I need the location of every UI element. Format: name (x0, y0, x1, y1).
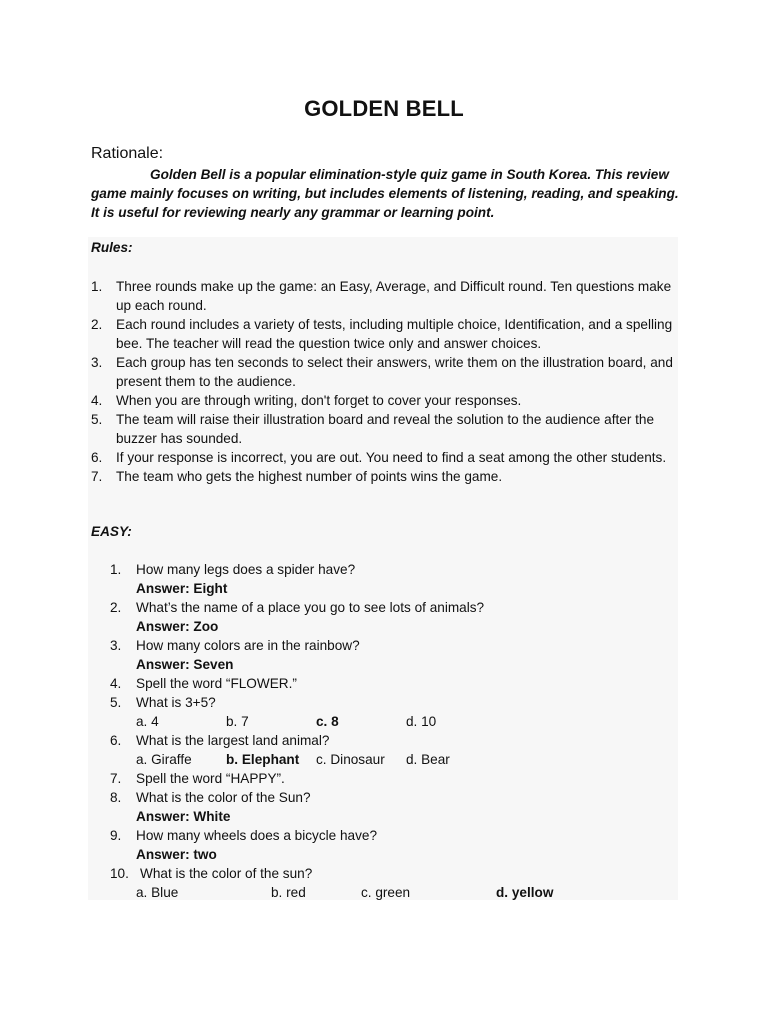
answer-text: Answer: Eight (136, 581, 228, 596)
answer-choices (136, 750, 670, 769)
easy-questions-list (110, 560, 670, 902)
choice-c: c. green (361, 885, 411, 900)
easy-round-heading: EASY: (91, 524, 132, 539)
question-item: 10. What is the color of the sun? a. Blue b. red c. green d. yellow (110, 864, 670, 902)
rationale-heading: Rationale: (91, 145, 164, 162)
answer-choices (136, 712, 670, 731)
rule-item: 6. If your response is incorrect, you are out. You need to find a seat among the other students. (91, 450, 667, 465)
rationale-paragraph: Golden Bell is a popular elimination-style quiz game in South Korea. This review game mainly focuses on writing, but includes elements of listening, reading, and speaking. It is useful for reviewing nearly any grammar or learning point. (91, 167, 679, 220)
rule-item: 2. Each round includes a variety of tests, including multiple choice, Identification, and a spelling bee. The teacher will read the question twice only and answer choices. (91, 317, 673, 351)
rule-item: 5. The team will raise their illustration board and reveal the solution to the audience after the buzzer has sounded. (91, 412, 655, 446)
page-title: GOLDEN BELL (304, 96, 464, 121)
rules-list (91, 277, 681, 486)
choice-a: a. Blue (136, 885, 179, 900)
choice-d-correct: d. yellow (496, 885, 554, 900)
choice-d: d. Bear (406, 752, 450, 767)
answer-text: Answer: Zoo (136, 619, 219, 634)
rules-heading: Rules: (91, 240, 133, 255)
question-item: 6. What is the largest land animal? a. Giraffe b. Elephant c. Dinosaur d. Bear (110, 731, 670, 769)
choice-b: b. red (271, 885, 306, 900)
choice-a: a. 4 (136, 714, 159, 729)
question-item: 3. How many colors are in the rainbow? Answer: Seven (110, 636, 670, 674)
choice-b-correct: b. Elephant (226, 752, 300, 767)
rule-item: 1. Three rounds make up the game: an Easy, Average, and Difficult round. Ten questions make up each round. (91, 279, 672, 313)
choice-b: b. 7 (226, 714, 249, 729)
question-item: 9. How many wheels does a bicycle have? Answer: two (110, 826, 670, 864)
choice-c: c. Dinosaur (316, 752, 385, 767)
question-item: 7. Spell the word “HAPPY”. (110, 771, 285, 786)
answer-text: Answer: Seven (136, 657, 234, 672)
question-item: 8. What is the color of the Sun? Answer: White (110, 788, 670, 826)
answer-text: Answer: White (136, 809, 231, 824)
answer-choices (136, 883, 670, 902)
answer-text: Answer: two (136, 847, 217, 862)
question-item: 4. Spell the word “FLOWER.” (110, 676, 297, 691)
rule-item: 3. Each group has ten seconds to select their answers, write them on the illustration board, and present them to the audience. (91, 355, 673, 389)
choice-a: a. Giraffe (136, 752, 192, 767)
question-item: 5. What is 3+5? a. 4 b. 7 c. 8 d. 10 (110, 693, 670, 731)
question-item: 1. How many legs does a spider have? Answer: Eight (110, 560, 670, 598)
rule-item: 7. The team who gets the highest number of points wins the game. (91, 469, 503, 484)
rule-item: 4. When you are through writing, don't forget to cover your responses. (91, 393, 522, 408)
choice-c-correct: c. 8 (316, 714, 339, 729)
question-item: 2. What’s the name of a place you go to see lots of animals? Answer: Zoo (110, 598, 670, 636)
choice-d: d. 10 (406, 714, 437, 729)
